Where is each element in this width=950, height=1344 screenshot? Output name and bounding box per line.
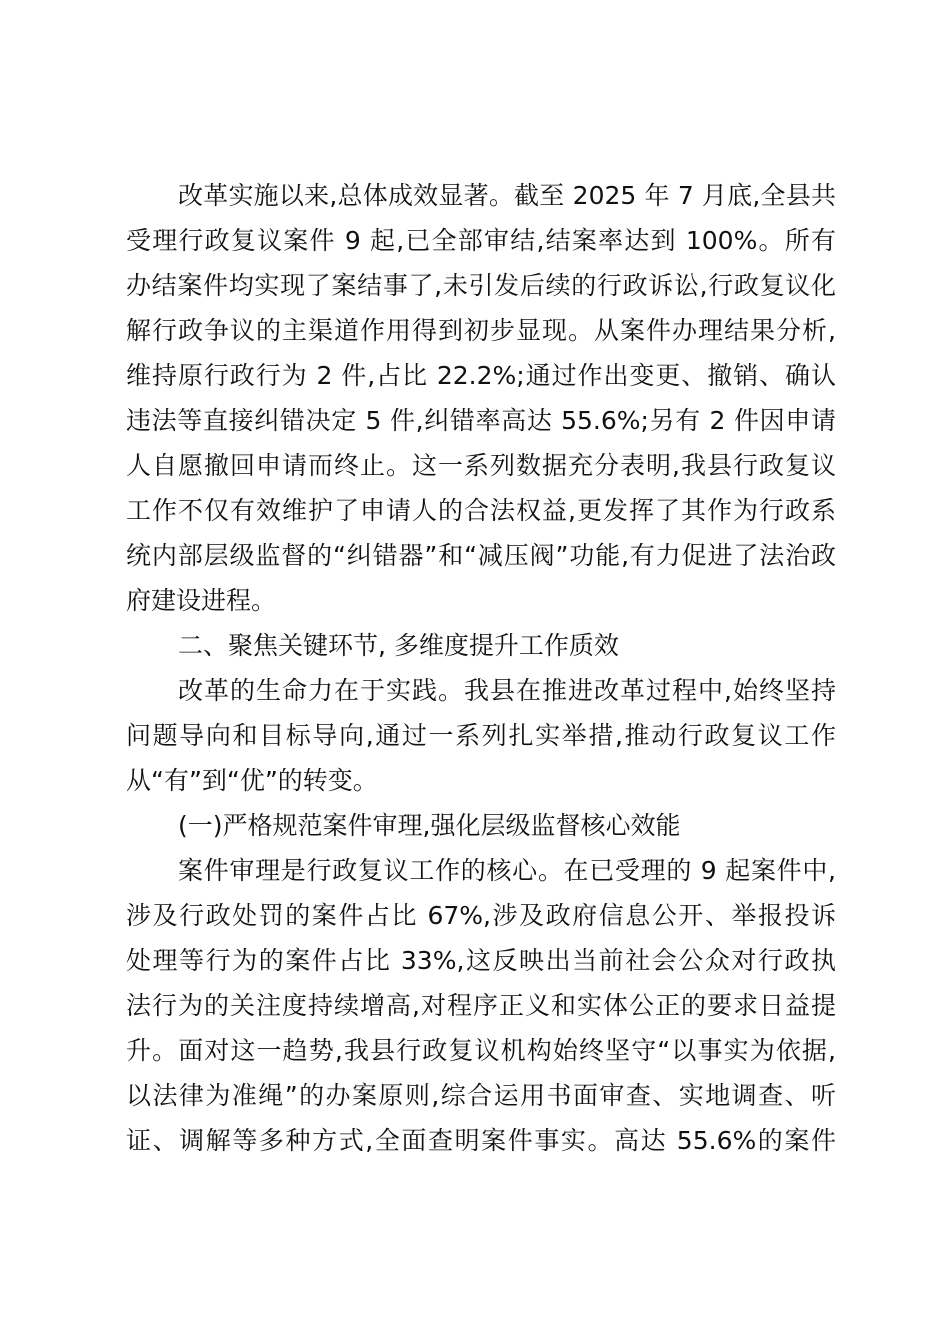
text-line: 解行政争议的主渠道作用得到初步显现。从案件办理结果分析, bbox=[126, 316, 836, 345]
text-line: 改革实施以来,总体成效显著。截至 2025 年 7 月底,全县共 bbox=[178, 181, 836, 210]
text-line: 人自愿撤回申请而终止。这一系列数据充分表明,我县行政复议 bbox=[126, 451, 836, 480]
text-line: 问题导向和目标导向,通过一系列扎实举措,推动行政复议工作 bbox=[126, 721, 836, 750]
text-line: 违法等直接纠错决定 5 件,纠错率高达 55.6%;另有 2 件因申请 bbox=[126, 406, 836, 435]
body-text bbox=[126, 173, 836, 1163]
text-line: 法行为的关注度持续增高,对程序正义和实体公正的要求日益提 bbox=[126, 991, 836, 1020]
text-line: 处理等行为的案件占比 33%,这反映出当前社会公众对行政执 bbox=[126, 946, 836, 975]
text-line: 二、聚焦关键环节, 多维度提升工作质效 bbox=[178, 631, 619, 660]
text-line: (一)严格规范案件审理,强化层级监督核心效能 bbox=[178, 811, 681, 840]
text-line: 受理行政复议案件 9 起,已全部审结,结案率达到 100%。所有 bbox=[126, 226, 836, 255]
text-line: 府建设进程。 bbox=[126, 586, 277, 615]
text-line: 以法律为准绳”的办案原则,综合运用书面审查、实地调查、听 bbox=[126, 1081, 836, 1110]
text-line: 维持原行政行为 2 件,占比 22.2%;通过作出变更、撤销、确认 bbox=[126, 361, 836, 390]
text-line: 改革的生命力在于实践。我县在推进改革过程中,始终坚持 bbox=[178, 676, 836, 705]
text-line: 统内部层级监督的“纠错器”和“减压阀”功能,有力促进了法治政 bbox=[126, 541, 836, 570]
text-line: 工作不仅有效维护了申请人的合法权益,更发挥了其作为行政系 bbox=[126, 496, 836, 525]
text-line: 从“有”到“优”的转变。 bbox=[126, 766, 378, 795]
text-line: 证、调解等多种方式,全面查明案件事实。高达 55.6%的案件 bbox=[126, 1126, 836, 1155]
text-line: 案件审理是行政复议工作的核心。在已受理的 9 起案件中, bbox=[178, 856, 836, 885]
text-line: 办结案件均实现了案结事了,未引发后续的行政诉讼,行政复议化 bbox=[126, 271, 836, 300]
text-line: 涉及行政处罚的案件占比 67%,涉及政府信息公开、举报投诉 bbox=[126, 901, 836, 930]
text-line: 升。面对这一趋势,我县行政复议机构始终坚守“以事实为依据, bbox=[126, 1036, 836, 1065]
